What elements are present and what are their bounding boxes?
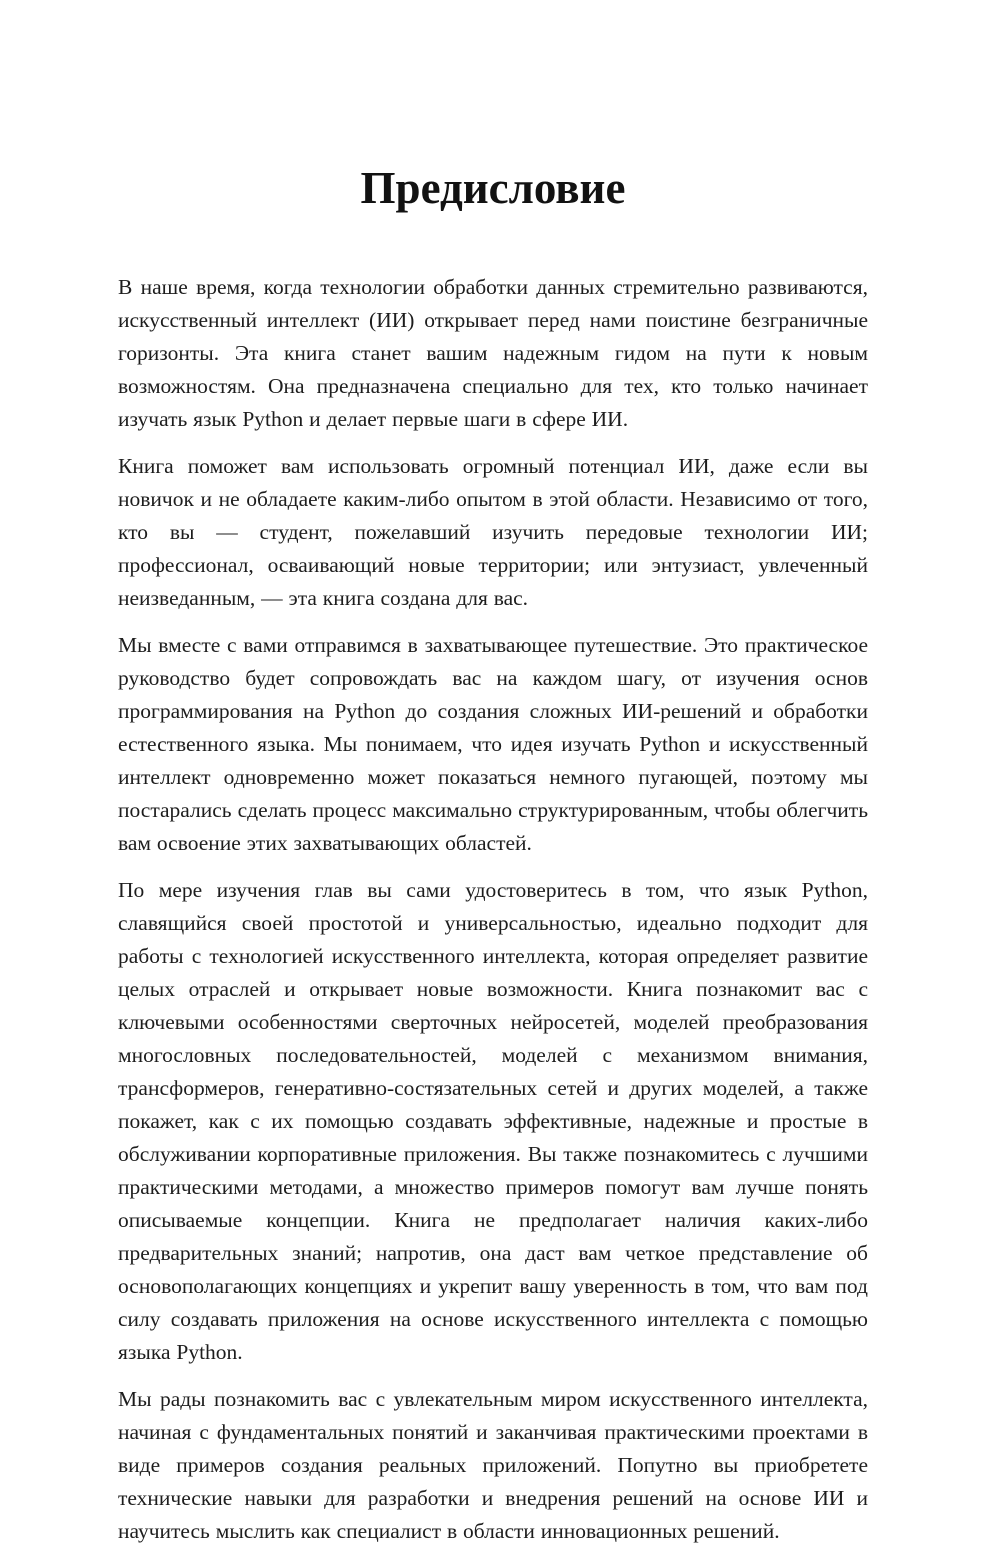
paragraph-3: Мы вместе с вами отправимся в захватывающее путешествие. Это практическое руководство будет сопровождать вас на каждом шагу, от изучения основ программирования на Python до создания сложных ИИ-решений и обработки естественного языка. Мы понимаем, что идея изучать Python и искусственный интеллект одновременно может показаться немного пугающей, поэтому мы постарались сделать процесс максимально структурированным, чтобы облегчить вам освоение этих захватывающих областей. <box>118 633 868 855</box>
preface-text <box>118 271 868 1548</box>
paragraph-2: Книга поможет вам использовать огромный потенциал ИИ, даже если вы новичок и не обладаете каким-либо опытом в этой области. Независимо от того, кто вы — студент, пожелавший изучить передовые технологии ИИ; профессионал, осваивающий новые территории; или энтузиаст, увлеченный неизведанным, — эта книга создана для вас. <box>118 454 868 610</box>
paragraph-4: По мере изучения глав вы сами удостоверитесь в том, что язык Python, славящийся своей простотой и универсальностью, идеально подходит для работы с технологией искусственного интеллекта, которая определяет развитие целых отраслей и открывает новые возможности. Книга познакомит вас с ключевыми особенностями сверточных нейросетей, моделей преобразования многословных последовательностей, моделей с механизмом внимания, трансформеров, генеративно-состязательных сетей и других моделей, а также покажет, как с их помощью создавать эффективные, надежные и простые в обслуживании корпоративные приложения. Вы также познакомитесь с лучшими практическими методами, а множество примеров помогут вам лучше понять описываемые концепции. Книга не предполагает наличия каких-либо предварительных знаний; напротив, она даст вам четкое представление об основополагающих концепциях и укрепит вашу уверенность в том, что вам под силу создавать приложения на основе искусственного интеллекта с помощью языка Python. <box>118 878 868 1364</box>
page-title: Предисловие <box>360 163 626 213</box>
paragraph-5: Мы рады познакомить вас с увлекательным миром искусственного интеллекта, начиная с фундаментальных понятий и заканчивая практическими проектами в виде примеров создания реальных приложений. Попутно вы приобретете технические навыки для разработки и внедрения решений на основе ИИ и научитесь мыслить как специалист в области инновационных решений. <box>118 1387 868 1543</box>
paragraph-1: В наше время, когда технологии обработки данных стремительно развиваются, искусственный интеллект (ИИ) открывает перед нами поистине безграничные горизонты. Эта книга станет вашим надежным гидом на пути к новым возможностям. Она предназначена специально для тех, кто только начинает изучать язык Python и делает первые шаги в сфере ИИ. <box>118 275 868 431</box>
